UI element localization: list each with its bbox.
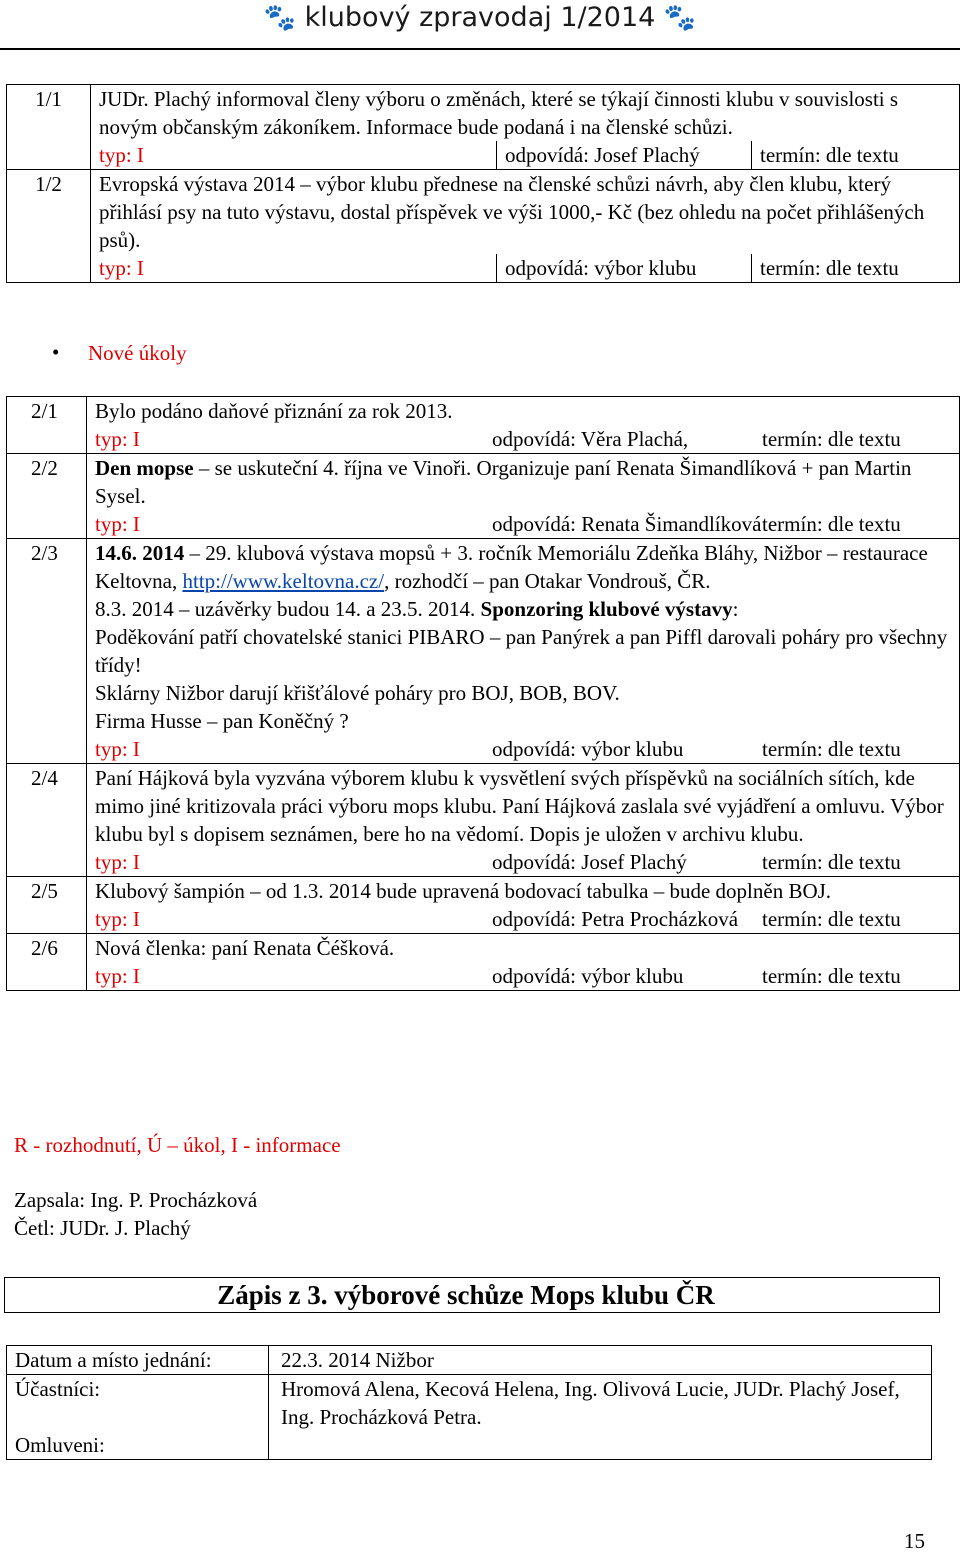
deadline-label: termín: dle textu: [762, 907, 901, 931]
deadline-label: termín: dle textu: [762, 427, 901, 451]
row-number: 2/2: [7, 454, 87, 539]
header-title: klubový zpravodaj 1/2014: [304, 2, 656, 33]
responsible-label: odpovídá: Josef Plachý: [496, 141, 751, 169]
row-text: JUDr. Plachý informoval členy výboru o změnách, které se týkají činnosti klubu v souvislosti s novým občanským zákoníkem. Informace bude podaná i na členské schůzi.: [99, 87, 899, 139]
row-text: Den mopse – se uskuteční 4. října ve Vinoři. Organizuje paní Renata Šimandlíková + pan Martin Sysel.: [95, 456, 912, 508]
date-place-label: Datum a místo jednání:: [7, 1346, 269, 1375]
row-assignment: [95, 962, 951, 990]
typ-label: typ: I: [95, 737, 140, 761]
table-row: [7, 397, 960, 454]
responsible-label: odpovídá: výbor klubu: [492, 964, 684, 988]
page-header: [0, 2, 960, 33]
table-row: [7, 764, 960, 877]
excused-label: Omluveni:: [15, 1433, 105, 1457]
deadline-label: termín: dle textu: [762, 964, 901, 988]
deadline-label: termín: dle textu: [762, 737, 901, 761]
row-number: 2/4: [7, 764, 87, 877]
typ-label: typ: I: [95, 907, 140, 931]
responsible-label: odpovídá: Renata Šimandlíková: [492, 512, 762, 536]
paw-icon: 🐾: [263, 3, 297, 33]
typ-label: typ: I: [95, 850, 140, 874]
typ-label: typ: I: [95, 427, 140, 451]
deadline-label: termín: dle textu: [762, 850, 901, 874]
typ-label: typ: I: [95, 964, 140, 988]
row-assignment: [95, 905, 951, 933]
meeting-info-table: [6, 1345, 932, 1460]
row-text: Klubový šampión – od 1.3. 2014 bude upravená bodovací tabulka – bude doplněn BOJ.: [95, 879, 832, 903]
minutes-title-box: [4, 1277, 940, 1313]
attendees-value: Hromová Alena, Kecová Helena, Ing. Olivová Lucie, JUDr. Plachý Josef, Ing. Procházková Petra.: [269, 1375, 932, 1460]
row-text: Nová členka: paní Renata Čéšková.: [95, 936, 395, 960]
header-rule: [0, 48, 960, 50]
keltovna-link[interactable]: http://www.keltovna.cz/: [182, 569, 385, 593]
row-number: 2/1: [7, 397, 87, 454]
typ-label: typ: I: [99, 256, 144, 280]
typ-label: typ: I: [99, 143, 144, 167]
table-row: 2/3 14.6. 2014 – 29. klubová výstava mopsů + 3. ročník Memoriálu Zdeňka Bláhy, Nižbor – restaurace Keltovna, http://www.keltovna.cz/, rozhodčí – pan Otakar Vondrouš, ČR. 8.3. 2014 – uzávěrky budou 14. a 23.5. 2014. Sponzoring klubové výstavy: Poděkování patří chovatelské stanici PIBARO – pan Panýrek a pan Piffl darovali poháry pro všechny třídy! Sklárny Nižbor darují křišťálové poháry pro BOJ, BOB, BOV. Firma Husse – pan Koněčný ? typ: I odpovídá: výbor klubu termín: dle textu: [7, 539, 960, 764]
table-row: [7, 170, 960, 283]
row-assignment: [95, 735, 951, 763]
paw-icon: 🐾: [663, 3, 697, 33]
row-assignment: [99, 254, 951, 282]
table-row: [7, 877, 960, 934]
attendees-label: Účastníci:: [15, 1377, 101, 1401]
row-bold: Den mopse: [95, 456, 194, 480]
typ-label: typ: I: [95, 512, 140, 536]
table-row: [7, 934, 960, 991]
row-assignment: [95, 425, 951, 453]
table-previous-tasks: [6, 84, 960, 283]
row-number: 2/5: [7, 877, 87, 934]
deadline-label: termín: dle textu: [751, 254, 899, 282]
deadline-label: termín: dle textu: [762, 512, 901, 536]
bullet-icon: •: [52, 340, 60, 364]
table-new-tasks: [6, 396, 960, 991]
minutes-title: Zápis z 3. výborové schůze Mops klubu ČR: [217, 1280, 715, 1310]
row-assignment: [99, 141, 951, 169]
responsible-label: odpovídá: Petra Procházková: [492, 907, 739, 931]
responsible-label: odpovídá: Věra Plachá,: [492, 427, 689, 451]
responsible-label: odpovídá: Josef Plachý: [492, 850, 687, 874]
row-text: Bylo podáno daňové přiznání za rok 2013.: [95, 399, 453, 423]
read-by: Četl: JUDr. J. Plachý: [14, 1216, 191, 1240]
recorded-by: Zapsala: Ing. P. Procházková: [14, 1188, 258, 1212]
row-number: 2/3: [7, 539, 87, 764]
row-assignment: [95, 848, 951, 876]
row-text: Evropská výstava 2014 – výbor klubu přednese na členské schůzi návrh, aby člen klubu, který přihlásí psy na tuto výstavu, dostal příspěvek ve výši 1000,- Kč (bez ohledu na počet přihlášených psů).: [99, 172, 925, 252]
row-assignment: [95, 510, 951, 538]
deadline-label: termín: dle textu: [751, 141, 899, 169]
table-row: [7, 454, 960, 539]
legend-text: R - rozhodnutí, Ú – úkol, I - informace: [14, 1133, 341, 1157]
page-number: 15: [904, 1529, 925, 1553]
table-row: [7, 85, 960, 170]
row-text: 14.6. 2014 – 29. klubová výstava mopsů + 3. ročník Memoriálu Zdeňka Bláhy, Nižbor – restaurace Keltovna, http://www.keltovna.cz/, rozhodčí – pan Otakar Vondrouš, ČR.: [95, 541, 928, 593]
section-title: Nové úkoly: [88, 341, 187, 365]
row-text: Paní Hájková byla vyzvána výborem klubu k vysvětlení svých příspěvků na sociálních sítích, kde mimo jiné kritizovala práci výboru mops klubu. Paní Hájková zaslala své vyjádření a omluvu. Výbor klubu byl s dopisem seznámen, bere ho na vědomí. Dopis je uložen v archivu klubu.: [95, 766, 944, 846]
responsible-label: odpovídá: výbor klubu: [496, 254, 751, 282]
responsible-label: odpovídá: výbor klubu: [492, 737, 684, 761]
row-number: 1/1: [7, 85, 91, 170]
row-number: 1/2: [7, 170, 91, 283]
date-place-value: 22.3. 2014 Nižbor: [269, 1346, 932, 1375]
row-number: 2/6: [7, 934, 87, 991]
